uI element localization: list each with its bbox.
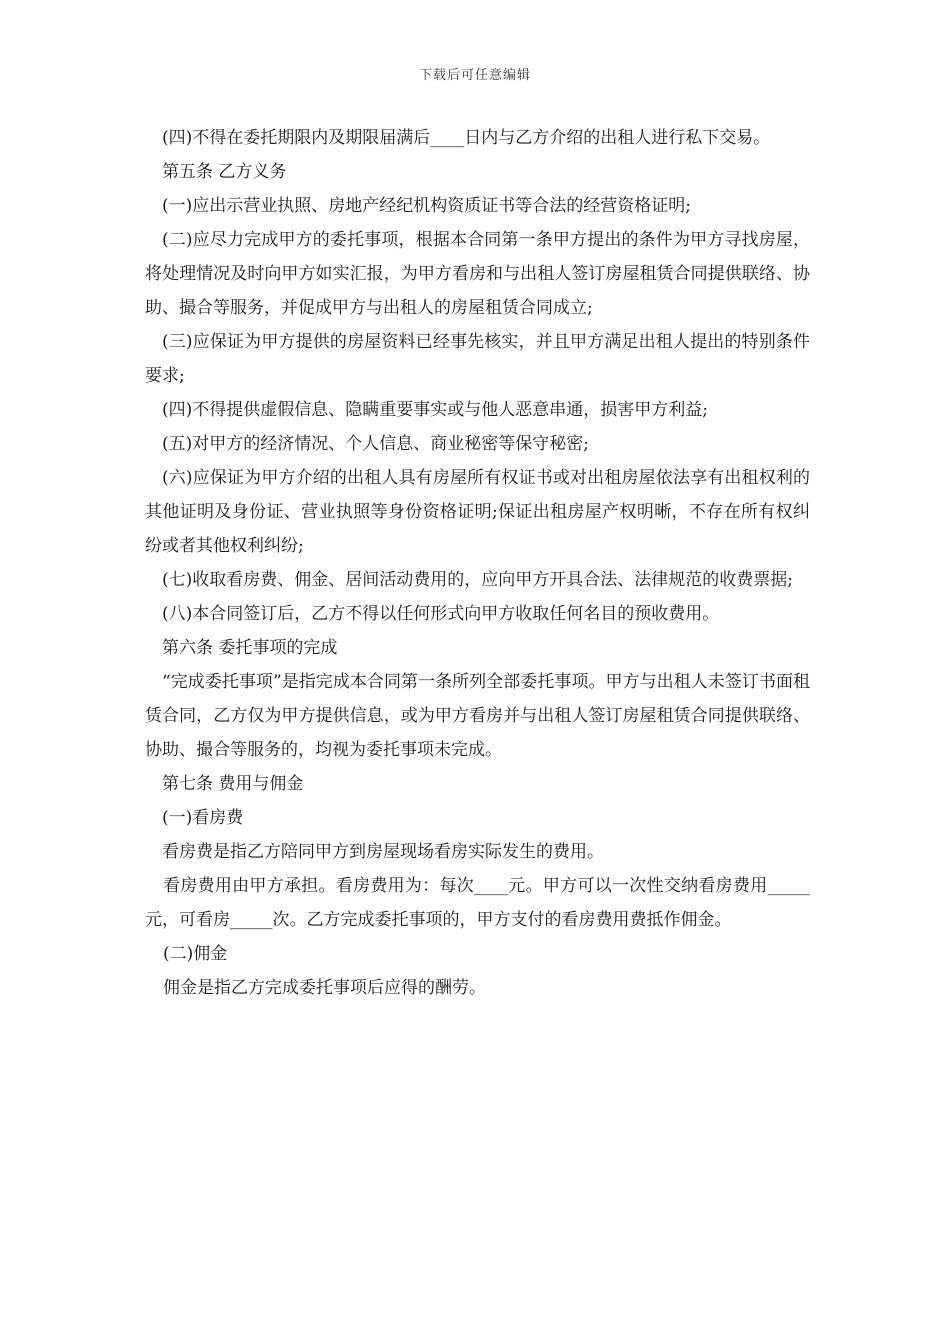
subsection-heading: (一)看房费 (162, 808, 244, 828)
section-heading: 第七条 费用与佣金 (162, 774, 304, 794)
section-heading: 第五条 乙方义务 (162, 162, 287, 182)
paragraph: 看房费用由甲方承担。看房费用为：每次____元。甲方可以一次性交纳看房费用_____元，可看房_____次。乙方完成委托事项的，甲方支付的看房费用费抵作佣金。 (145, 876, 810, 930)
paragraph: 看房费是指乙方陪同甲方到房屋现场看房实际发生的费用。 (162, 842, 604, 862)
paragraph: 佣金是指乙方完成委托事项后应得的酬劳。 (163, 978, 486, 998)
subsection-heading: (二)佣金 (163, 944, 228, 964)
paragraph: (七)收取看房费、佣金、居间活动费用的，应向甲方开具合法、法律规范的收费票据; (162, 570, 793, 590)
paragraph: (二)应尽力完成甲方的委托事项，根据本合同第一条甲方提出的条件为甲方寻找房屋，将处理情况及时向甲方如实汇报，为甲方看房和与出租人签订房屋租赁合同提供联络、协助、撮合等服务，并促成甲方与出租人的房屋租赁合同成立; (145, 230, 810, 318)
document-body (145, 121, 810, 1005)
paragraph: (八)本合同签订后，乙方不得以任何形式向甲方收取任何名目的预收费用。 (162, 604, 720, 624)
paragraph: (六)应保证为甲方介绍的出租人具有房屋所有权证书或对出租房屋依法享有出租权利的其他证明及身份证、营业执照等身份资格证明;保证出租房屋产权明晰，不存在所有权纠纷或者其他权利纠纷; (145, 468, 810, 556)
page-header: 下载后可任意编辑 (418, 68, 531, 83)
paragraph: (一)应出示营业执照、房地产经纪机构资质证书等合法的经营资格证明; (162, 196, 691, 216)
section-heading: 第六条 委托事项的完成 (162, 638, 338, 658)
paragraph: “完成委托事项”是指完成本合同第一条所列全部委托事项。甲方与出租人未签订书面租赁合同，乙方仅为甲方提供信息，或为甲方看房并与出租人签订房屋租赁合同提供联络、协助、撮合等服务的，均视为委托事项未完成。 (145, 672, 810, 760)
paragraph: (五)对甲方的经济情况、个人信息、商业秘密等保守秘密; (162, 434, 589, 454)
paragraph: (四)不得在委托期限内及期限届满后____日内与乙方介绍的出租人进行私下交易。 (162, 128, 771, 148)
paragraph: (四)不得提供虚假信息、隐瞒重要事实或与他人恶意串通，损害甲方利益; (162, 400, 708, 420)
paragraph: (三)应保证为甲方提供的房屋资料已经事先核实，并且甲方满足出租人提出的特别条件要求; (145, 332, 810, 386)
